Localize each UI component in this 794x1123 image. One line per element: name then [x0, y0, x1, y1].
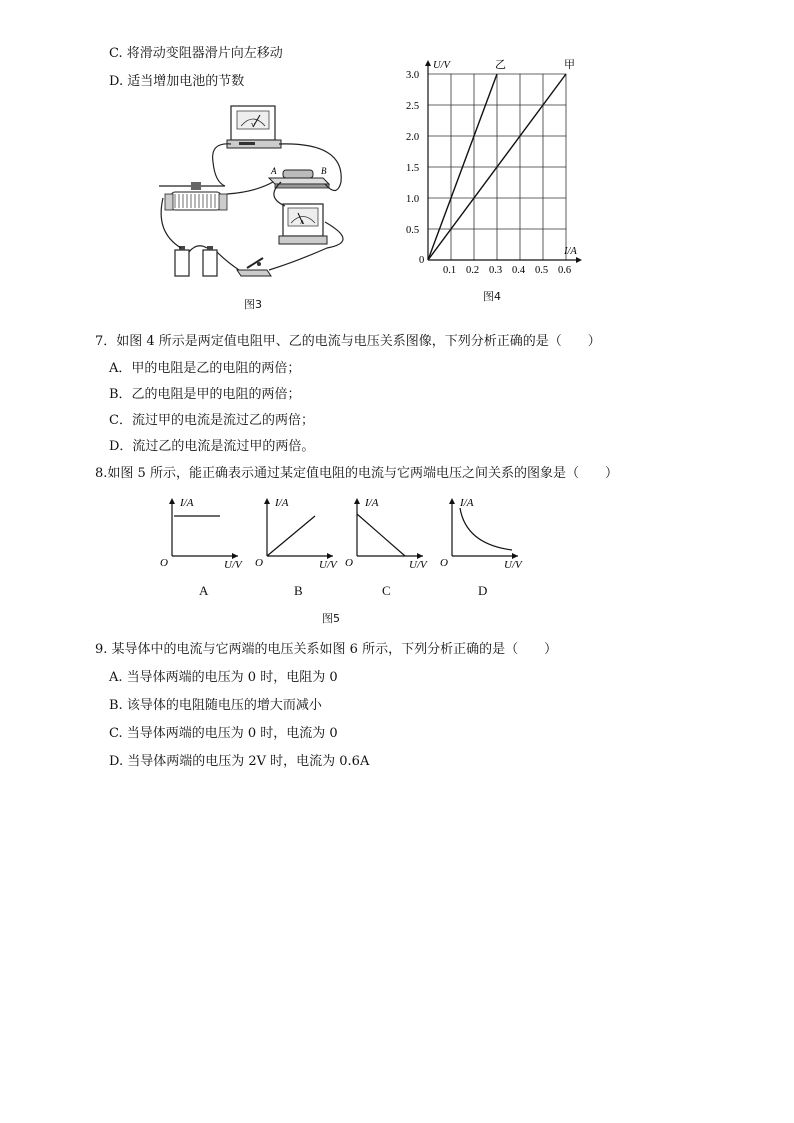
- figure3-circuit-illustration: [155, 102, 375, 282]
- graph-a-x-label: U/V: [224, 559, 242, 571]
- q7-stem: 7．如图 4 所示是两定值电阻甲、乙的电流与电压关系图像，下列分析正确的是（ ）: [95, 334, 601, 349]
- q7-option-d: D．流过乙的电流是流过甲的两倍。: [109, 439, 315, 454]
- figure4-chart: [402, 59, 577, 278]
- q9-option-d: D. 当导体两端的电压为 2V 时，电流为 0.6A: [109, 754, 370, 769]
- graph-c-origin: O: [345, 557, 353, 569]
- x-tick-label: 0.3: [489, 265, 503, 276]
- q9-option-c: C. 当导体两端的电压为 0 时，电流为 0: [109, 726, 338, 741]
- label-b: B: [321, 166, 327, 176]
- y-axis-arrow: [425, 60, 431, 66]
- y-axis-label: U/V: [433, 60, 450, 71]
- svg-text:V: V: [251, 123, 256, 129]
- q8-stem: 8.如图 5 所示，能正确表示通过某定值电阻的电流与它两端电压之间关系的图象是（ ）: [95, 466, 618, 481]
- x-tick-label: 0.2: [466, 265, 480, 276]
- series-label-1: 甲: [564, 59, 575, 71]
- x-axis-label: I/A: [564, 246, 577, 257]
- q8-letter-b: B: [294, 583, 303, 598]
- x-tick-label: 0.5: [535, 265, 549, 276]
- y-tick-label: 2.5: [406, 101, 420, 112]
- graph-d-y-label: I/A: [460, 497, 474, 509]
- q9-stem: 9. 某导体中的电流与它两端的电压关系如图 6 所示，下列分析正确的是（ ）: [95, 642, 558, 657]
- x-axis-arrow: [576, 257, 582, 263]
- q8-graph-b: [253, 494, 343, 574]
- rheostat-icon: [159, 182, 227, 210]
- graph-c-x-label: U/V: [409, 559, 427, 571]
- q8-letter-d: D: [478, 583, 488, 598]
- battery-icon: [175, 246, 217, 276]
- svg-text:A: A: [300, 220, 305, 226]
- q8-graph-d: [438, 494, 528, 574]
- y-tick-label: 2.0: [406, 132, 420, 143]
- graph-a-y-label: I/A: [180, 497, 194, 509]
- graph-d-origin: O: [440, 557, 448, 569]
- switch-icon: [237, 258, 271, 276]
- y-tick-label: 0.5: [406, 225, 420, 236]
- q6-option-d: D. 适当增加电池的节数: [109, 74, 245, 89]
- q8-graph-a: [158, 494, 248, 574]
- figure3-caption: 图3: [244, 298, 262, 311]
- y-tick-label: 1.5: [406, 163, 420, 174]
- voltmeter-icon: [227, 106, 281, 148]
- y-tick-label: 3.0: [406, 70, 420, 81]
- graph-c-y-label: I/A: [365, 497, 379, 509]
- q7-option-a: A．甲的电阻是乙的电阻的两倍；: [109, 361, 301, 376]
- q9-option-a: A. 当导体两端的电压为 0 时，电阻为 0: [109, 670, 338, 685]
- series-label-0: 乙: [495, 59, 506, 71]
- x-tick-label: 0.4: [512, 265, 526, 276]
- x-tick-label: 0.6: [558, 265, 572, 276]
- label-a: A: [271, 166, 277, 176]
- x-tick-label: 0.1: [443, 265, 457, 276]
- graph-d-x-label: U/V: [504, 559, 522, 571]
- ammeter-icon: [279, 204, 327, 244]
- graph-b-origin: O: [255, 557, 263, 569]
- graph-b-y-label: I/A: [275, 497, 289, 509]
- q8-letter-a: A: [199, 583, 209, 598]
- q6-option-c: C. 将滑动变阻器滑片向左移动: [109, 46, 283, 61]
- figure4-caption: 图4: [483, 290, 501, 303]
- figure5-caption: 图5: [322, 612, 340, 625]
- q7-option-b: B．乙的电阻是甲的电阻的两倍；: [109, 387, 301, 402]
- graph-a-origin: O: [160, 557, 168, 569]
- graph-b-x-label: U/V: [319, 559, 337, 571]
- q7-option-c: C．流过甲的电流是流过乙的两倍；: [109, 413, 314, 428]
- origin-label: 0: [419, 255, 425, 266]
- y-tick-label: 1.0: [406, 194, 420, 205]
- q8-graph-c: [343, 494, 433, 574]
- q9-option-b: B. 该导体的电阻随电压的增大而减小: [109, 698, 322, 713]
- q8-letter-c: C: [382, 583, 391, 598]
